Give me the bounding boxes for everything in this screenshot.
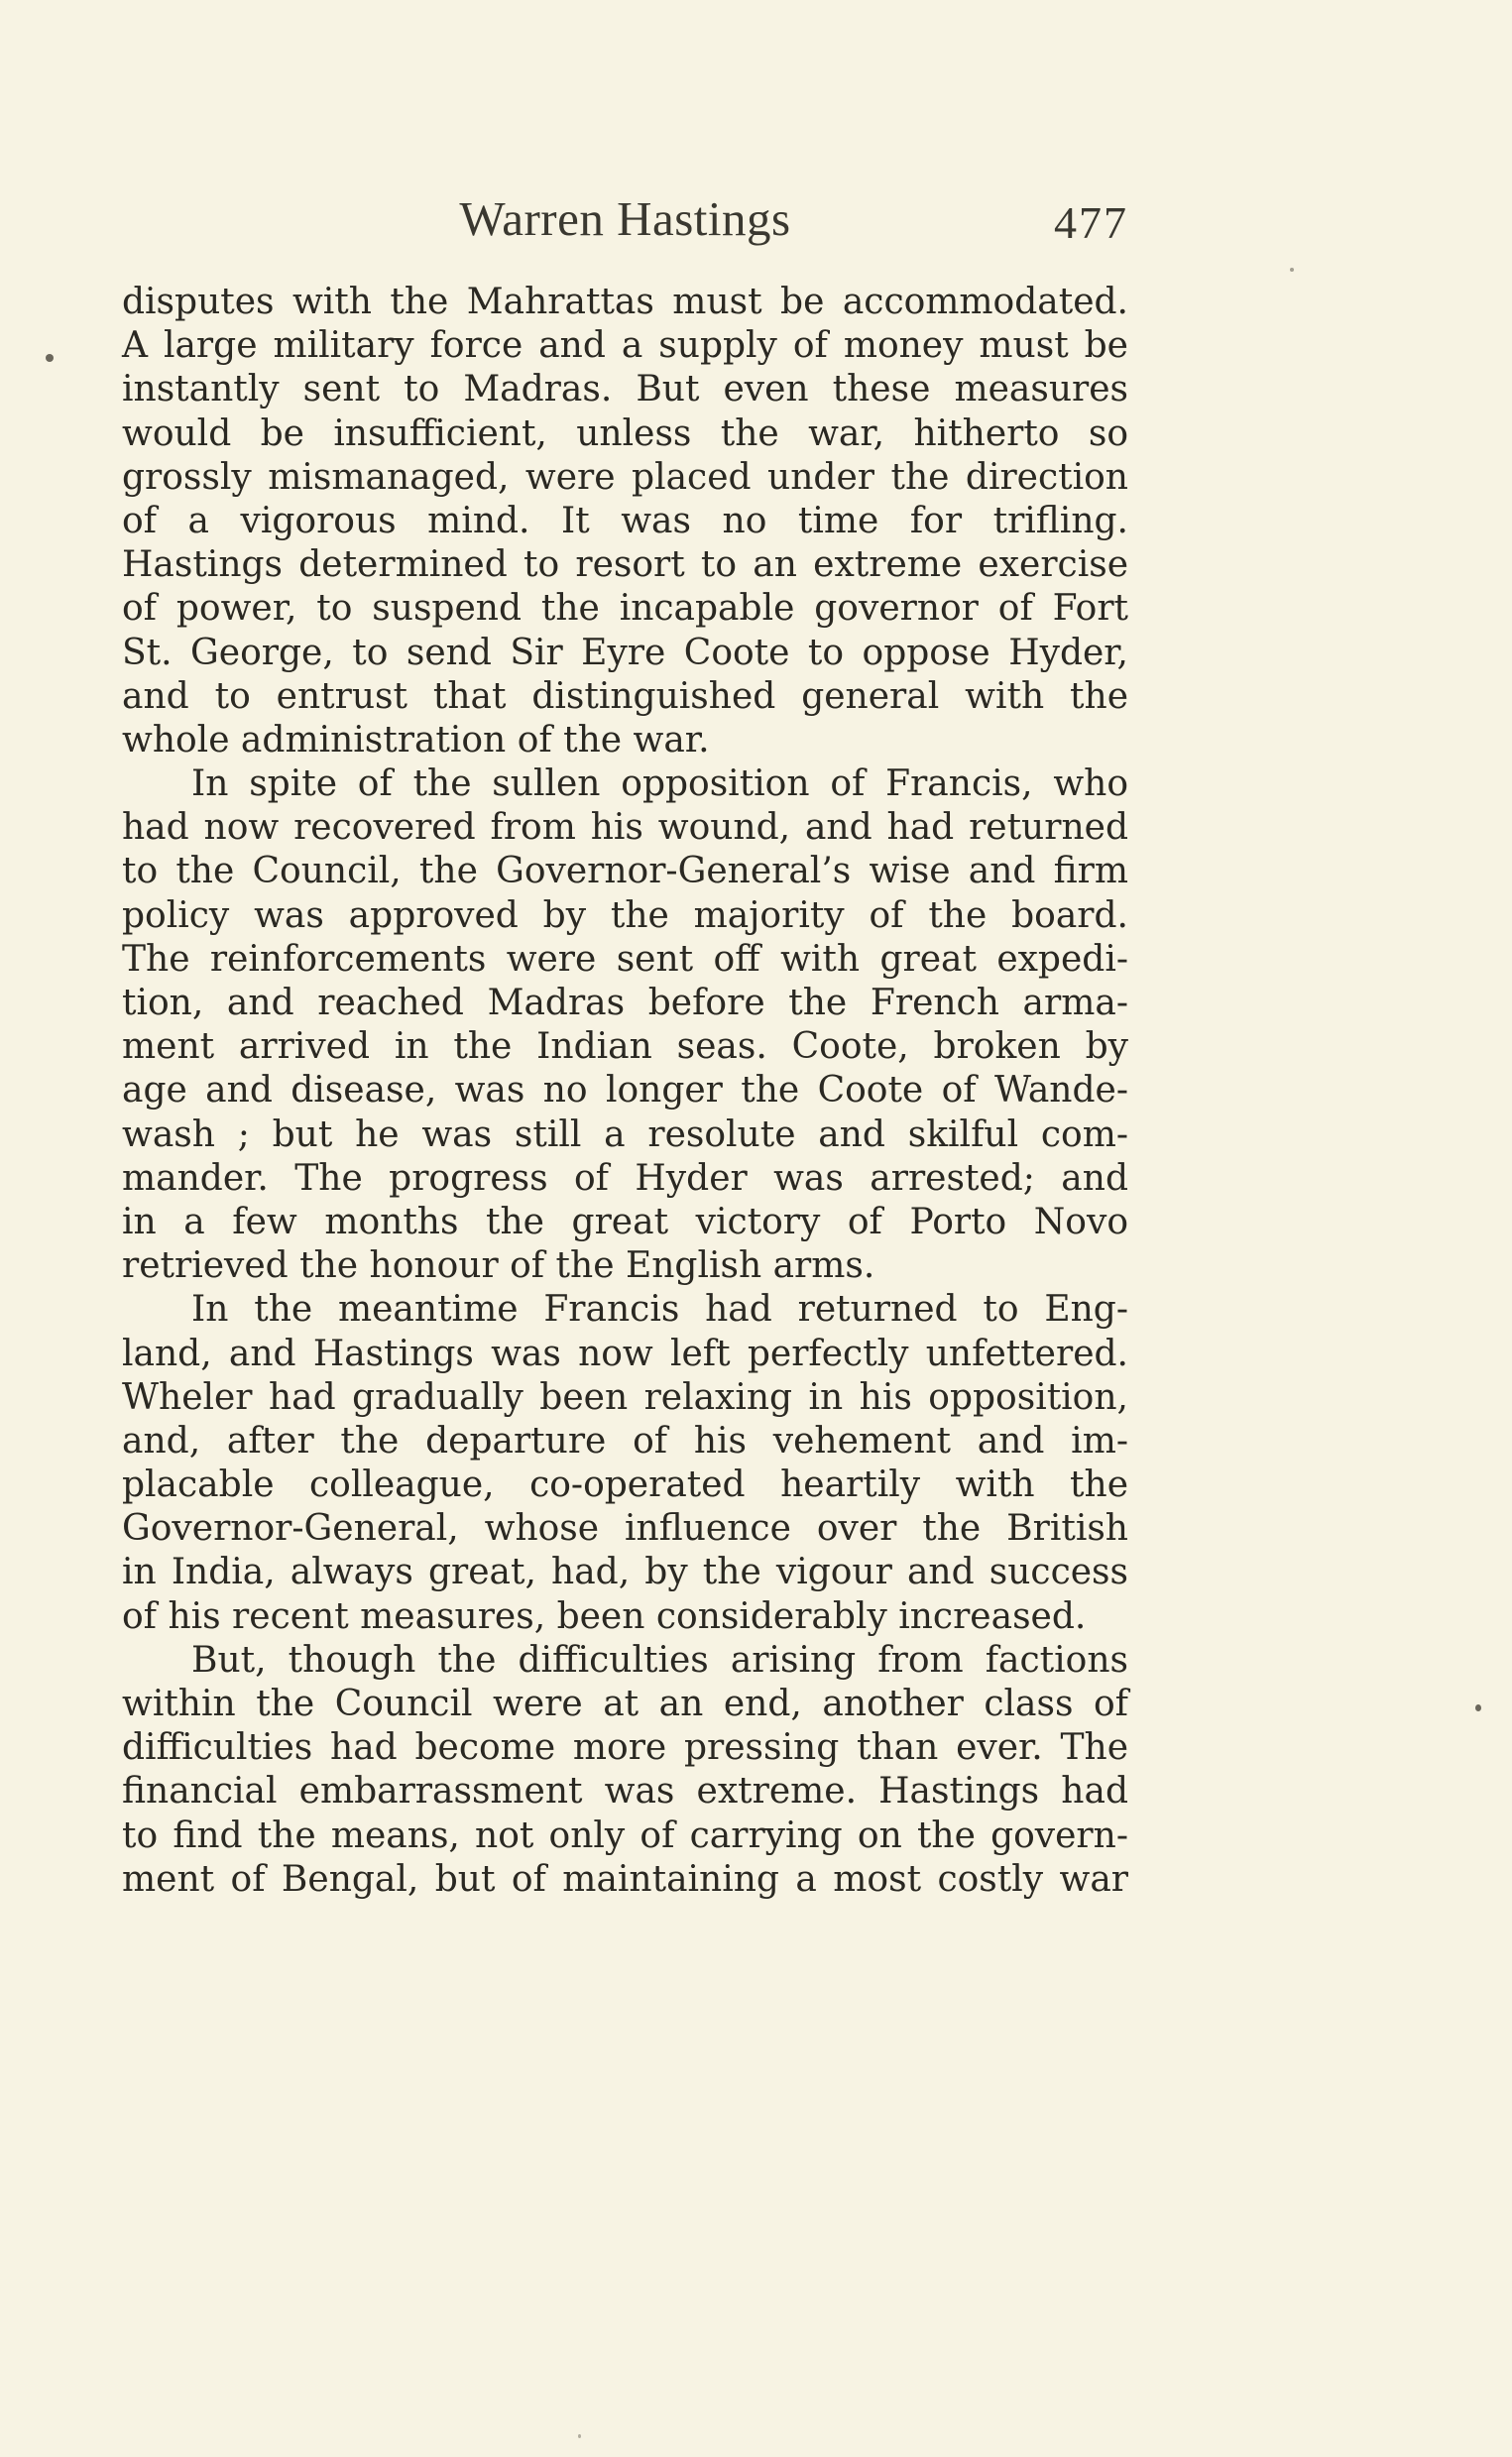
ink-speck: [1290, 268, 1294, 272]
text-line: of power, to suspend the incapable governor of Fort: [122, 588, 1128, 630]
text-line: ment of Bengal, but of maintaining a most costly war: [122, 1858, 1128, 1900]
text-line: had now recovered from his wound, and had returned: [122, 807, 1128, 849]
running-head: [122, 190, 1128, 250]
text-line: and to entrust that distinguished general with the: [122, 675, 1128, 717]
text-line: in a few months the great victory of Porto Novo: [122, 1201, 1128, 1242]
text-line: to find the means, not only of carrying on the govern-: [122, 1814, 1128, 1856]
text-line: placable colleague, co-operated heartily with the: [122, 1464, 1128, 1506]
text-line: wash ; but he was still a resolute and skilful com-: [122, 1113, 1128, 1155]
text-line: of his recent measures, been considerably increased.: [122, 1595, 1087, 1637]
text-line: Wheler had gradually been relaxing in his opposition,: [122, 1376, 1128, 1418]
text-line: grossly mismanaged, were placed under the direction: [122, 456, 1128, 498]
text-line: financial embarrassment was extreme. Hastings had: [122, 1771, 1128, 1813]
text-line: The reinforcements were sent off with great expedi-: [122, 938, 1128, 980]
text-line: But, though the difficulties arising from factions: [191, 1639, 1128, 1681]
ink-speck: [46, 354, 54, 362]
running-title: Warren Hastings: [459, 191, 791, 246]
text-line: St. George, to send Sir Eyre Coote to oppose Hyder,: [122, 632, 1128, 673]
body-text: [122, 281, 1128, 1902]
text-line: disputes with the Mahrattas must be accommodated.: [122, 282, 1128, 322]
text-line: of a vigorous mind. It was no time for trifling.: [122, 500, 1128, 541]
text-line: instantly sent to Madras. But even these measures: [122, 369, 1128, 410]
text-line: policy was approved by the majority of the board.: [122, 894, 1128, 936]
ink-speck: [1475, 1704, 1481, 1711]
text-line: A large military force and a supply of money must be: [122, 325, 1128, 367]
text-line: age and disease, was no longer the Coote of Wande-: [122, 1070, 1128, 1112]
text-line: land, and Hastings was now left perfectly unfettered.: [122, 1333, 1128, 1374]
ink-speck: [578, 2434, 581, 2438]
text-line: whole administration of the war.: [122, 719, 710, 760]
text-line: In the meantime Francis had returned to Eng-: [191, 1289, 1128, 1331]
text-line: In spite of the sullen opposition of Francis, who: [191, 763, 1128, 805]
text-line: mander. The progress of Hyder was arrested; and: [122, 1157, 1128, 1199]
page-number: 477: [1054, 197, 1128, 248]
text-line: ment arrived in the Indian seas. Coote, broken by: [122, 1026, 1128, 1068]
text-line: to the Council, the Governor-General’s wise and firm: [122, 851, 1128, 892]
text-line: retrieved the honour of the English arms.: [122, 1245, 875, 1287]
text-line: within the Council were at an end, another class of: [122, 1684, 1128, 1724]
text-line: and, after the departure of his vehement and im-: [122, 1420, 1128, 1462]
text-line: Hastings determined to resort to an extreme exercise: [122, 544, 1128, 586]
text-line: tion, and reached Madras before the French arma-: [122, 983, 1128, 1023]
text-line: Governor-General, whose influence over the British: [122, 1508, 1128, 1550]
text-line: would be insufficient, unless the war, hitherto so: [122, 412, 1128, 454]
text-line: in India, always great, had, by the vigour and success: [122, 1552, 1128, 1593]
text-line: difficulties had become more pressing than ever. The: [122, 1727, 1128, 1769]
